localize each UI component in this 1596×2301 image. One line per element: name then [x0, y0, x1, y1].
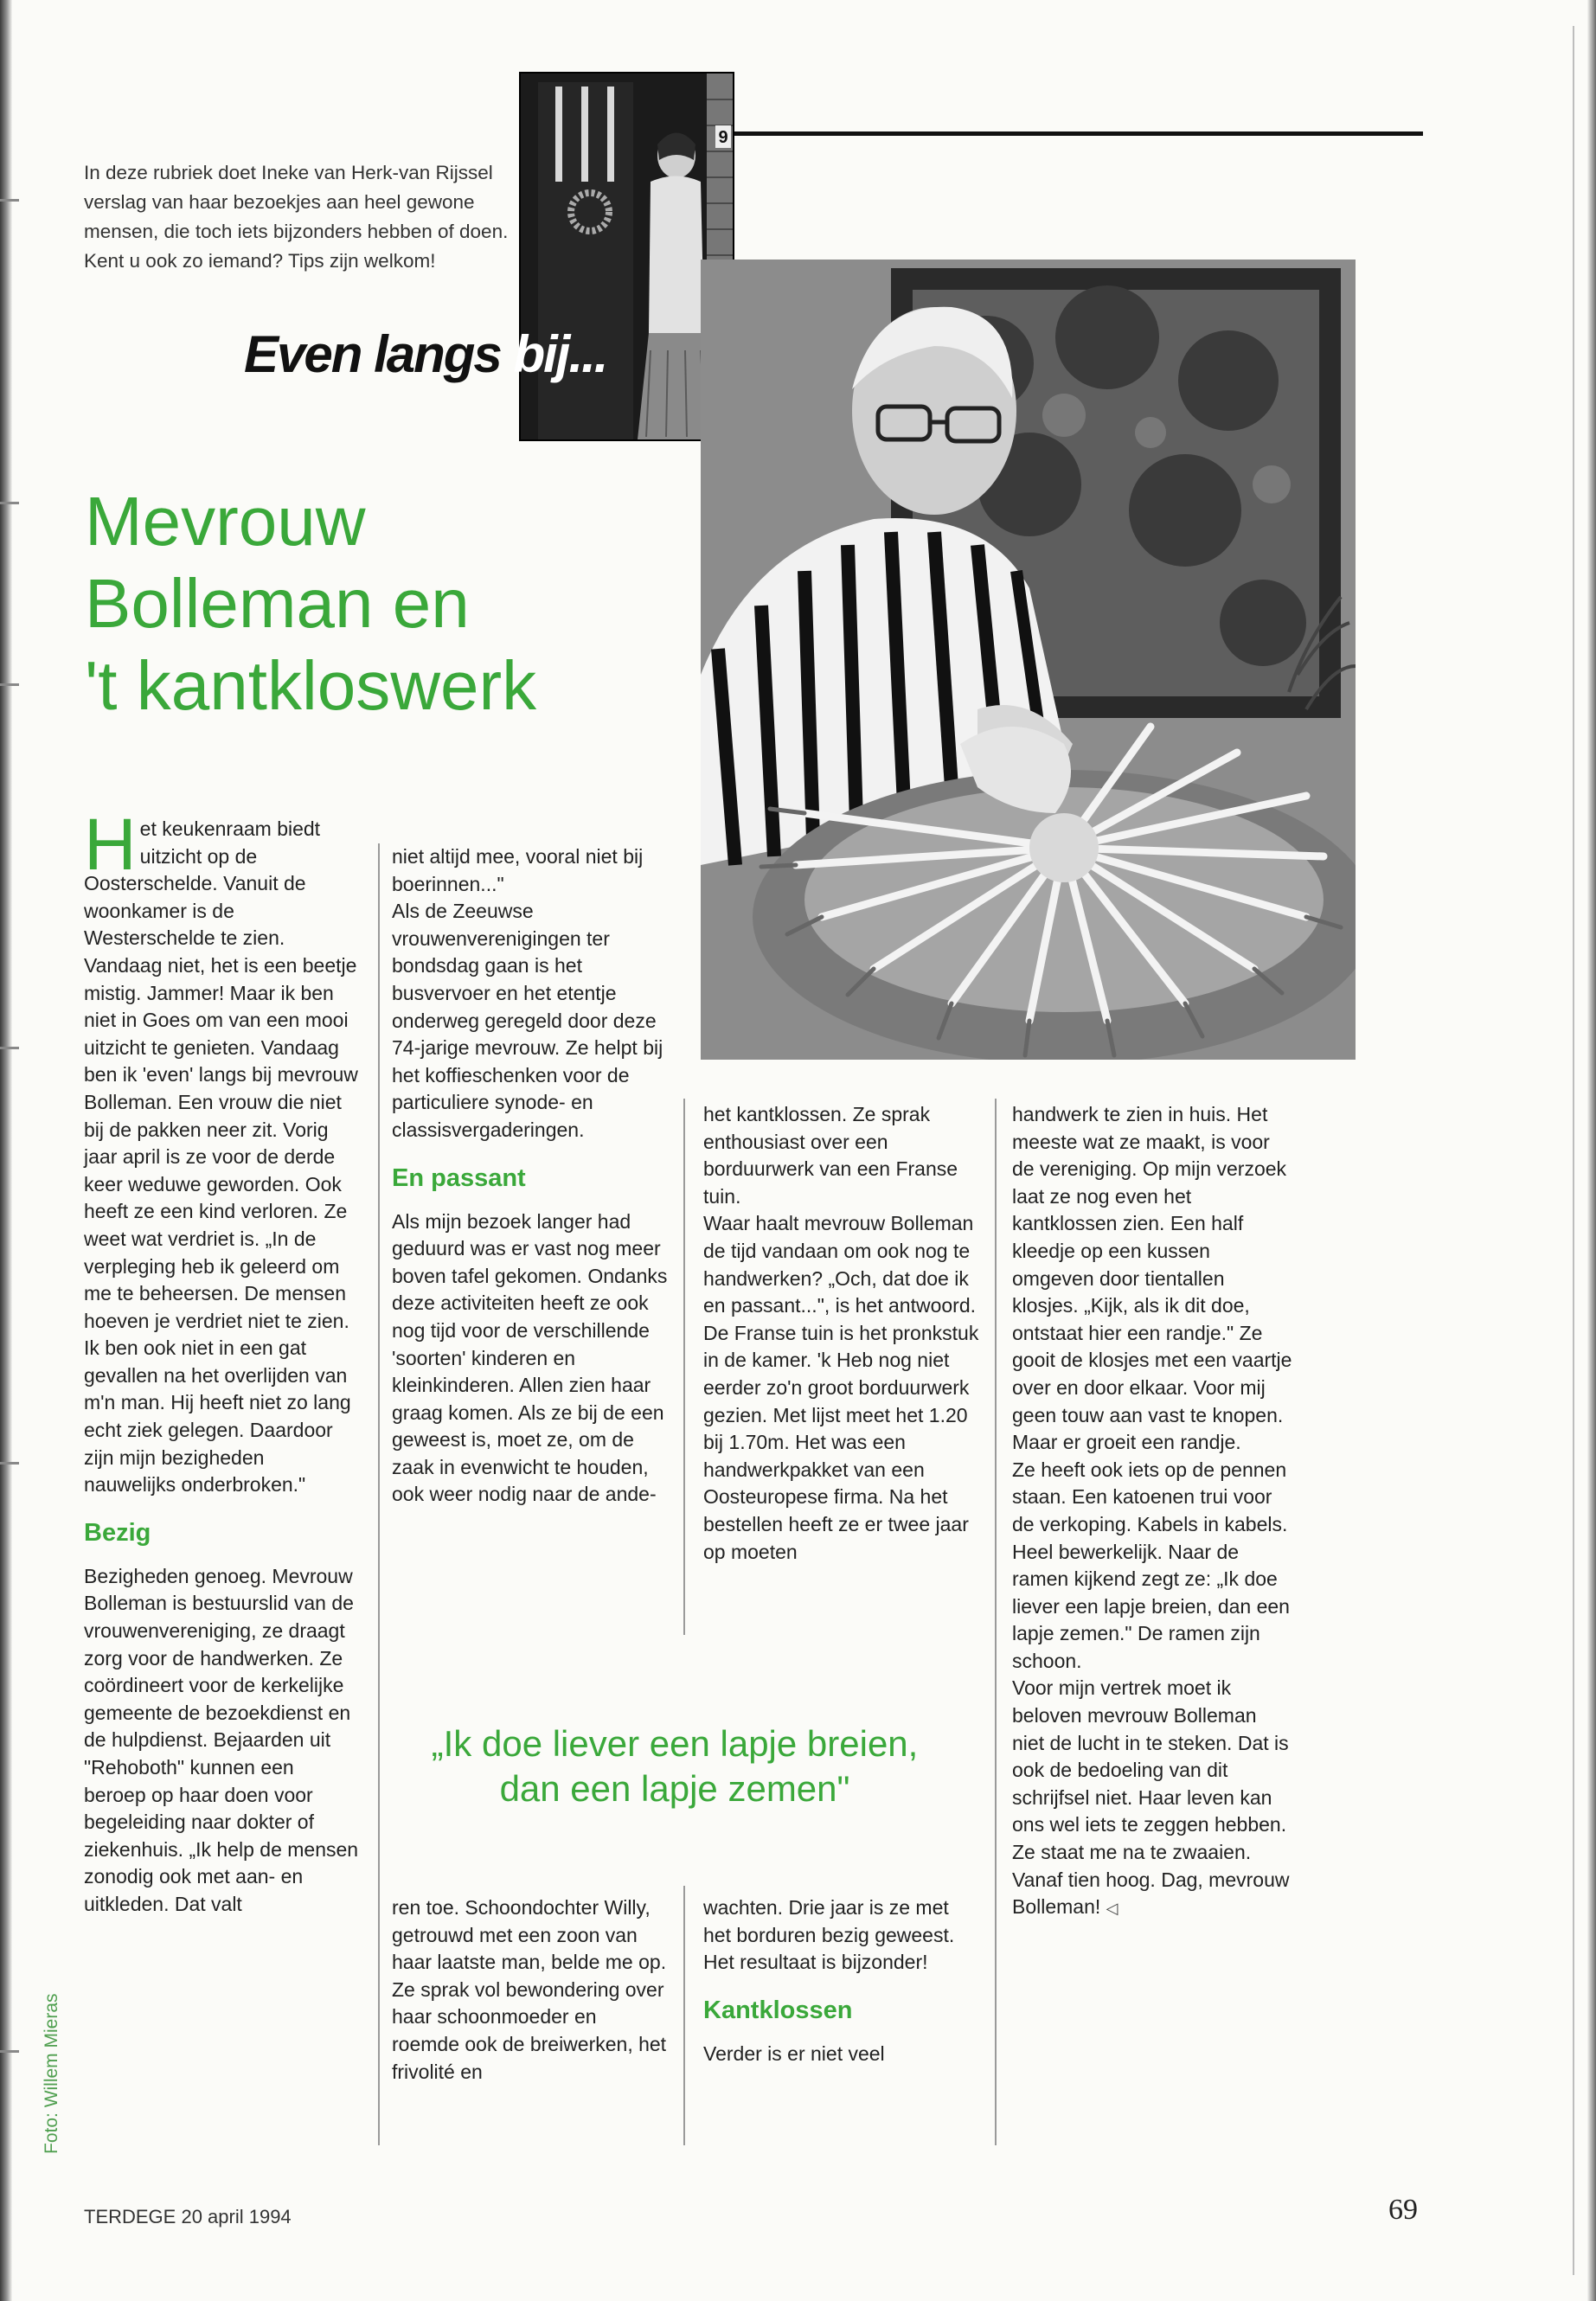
subhead-en-passant: En passant	[392, 1163, 526, 1192]
column-3-para3: wachten. Drie jaar is ze met het borduren bezig geweest. Het resultaat is bijzonder!	[703, 1896, 955, 1974]
kicker-part1: Even langs	[244, 325, 514, 383]
house-number: 9	[718, 128, 728, 147]
column-4-para2: Ze heeft ook iets op de pennen staan. Een katoenen trui voor de verkoping. Kabels in kabels. Heel bewerkelijk. Naar de ramen kijkend zegt ze: „Ik doe liever een lapje breien, dan een lapje zemen." De ramen zijn schoon.	[1012, 1458, 1290, 1672]
column-3-top	[703, 1101, 989, 1566]
page-edge-rule	[1573, 26, 1574, 2275]
column-4-para1: handwerk te zien in huis. Het meeste wat ze maakt, is voor de vereniging. Op mijn verzoek laat ze nog even het kantklossen zien. Een half kleedje op een kussen omgeven door tientallen klosjes. „Kijk, als ik dit doe, ontstaat hier een randje." Ze gooit de klosjes met een vaartje over en door elkaar. Voor mij geen touw aan vast te knopen. Maar er groeit een randje.	[1012, 1103, 1292, 1454]
column-3-para1: het kantklossen. Ze sprak enthousiast over een borduurwerk van een Franse tuin.	[703, 1103, 958, 1208]
column-1-para2: Bezigheden genoeg. Mevrouw Bolleman is bestuurslid van de vrouwenvereniging, ze draagt zorg voor de handwerken. Ze coördineert voor de kerkelijke gemeente de bezoekdienst en de hulpdienst. Bejaarden uit "Rehoboth" kunnen een beroep op haar doen voor begeleiding naar dokter of ziekenhuis. „Ik help de mensen zonodig ook met aan- en uitkleden. Dat valt	[84, 1564, 359, 1915]
column-divider	[378, 843, 380, 2145]
column-2-top	[392, 843, 669, 1509]
photo-credit: Foto: Willem Mieras	[42, 1993, 61, 2154]
headline-line3: 't kantkloswerk	[85, 647, 537, 724]
column-2-para2: Als de Zeeuwse vrouwenverenigingen ter bondsdag gaan is het busvervoer en het etentje onderweg geregeld door deze 74-jarige mevrouw. Ze helpt bij het koffieschenken voor de particuliere synode- en classisvergaderingen.	[392, 900, 663, 1141]
column-divider	[683, 1099, 685, 1635]
header-rule	[679, 131, 1423, 136]
column-2-para3: Als mijn bezoek langer had geduurd was er vast nog meer boven tafel gekomen. Ondanks deze activiteiten heeft ze ook nog tijd voor de verschillende 'soorten' kinderen en kleinkinderen. Allen zien haar graag komen. Als ze bij de een geweest is, moet ze, om de zaak in evenwicht te houden, ook weer nodig naar de ande-	[392, 1209, 668, 1506]
column-1-para1	[84, 804, 361, 1499]
column-3-para2: Waar haalt mevrouw Bolleman de tijd vandaan om ook nog te handwerken? „Och, dat doe ik en passant...", is het antwoord. De Franse tuin is het pronkstuk in de kamer. 'k Heb nog niet eerder zo'n groot borduurwerk gezien. Met lijst meet het 1.20 bij 1.70m. Het was een handwerkpakket van een Oosteuropese firma. Na het bestellen heeft ze er twee jaar op moeten	[703, 1212, 979, 1563]
binding-mark	[0, 683, 19, 686]
column-2-bottom	[392, 1894, 669, 2086]
column-2-para4: ren toe. Schoondochter Willy, getrouwd met een zoon van haar laatste man, belde me op. Ze sprak vol bewondering over haar schoonmoeder en roemde ook de breiwerken, het frivolité en	[392, 1896, 667, 2083]
headline-line1: Mevrouw	[85, 483, 366, 560]
binding-mark	[0, 2050, 19, 2053]
binding-mark	[0, 1462, 19, 1465]
column-2-para1: niet altijd mee, vooral niet bij boerinnen..."	[392, 845, 644, 895]
kicker-part2: bij...	[513, 325, 607, 383]
rubric-kicker	[244, 324, 606, 384]
pull-quote-line1: „Ik doe liever een lapje breien,	[431, 1723, 919, 1764]
scan-shadow-right	[1587, 0, 1596, 2301]
intro-text: In deze rubriek doet Ineke van Herk-van Rijssel verslag van haar bezoekjes aan heel gewone mensen, die toch iets bijzonders hebben of doen. Kent u ook zo iemand? Tips zijn welkom!	[84, 162, 509, 272]
column-4	[1012, 1101, 1293, 1923]
drop-cap: H	[84, 804, 137, 885]
scan-shadow-left	[0, 0, 12, 2301]
end-mark-icon: ◁	[1106, 1900, 1118, 1918]
binding-mark	[0, 1047, 19, 1049]
lacemaking-illustration	[701, 260, 1356, 1060]
page-number: 69	[1388, 2194, 1418, 2226]
footer-magazine-date: TERDEGE 20 april 1994	[84, 2206, 292, 2227]
lacemaking-photo	[701, 260, 1356, 1060]
column-divider	[683, 1886, 685, 2145]
subhead-kantklossen: Kantklossen	[703, 1996, 853, 2024]
binding-mark	[0, 199, 19, 202]
lede-text: et keukenraam biedt uitzicht op de Oosterschelde. Vanuit de woonkamer is de Westerschelde te zien. Vandaag niet, het is een beetje mistig. Jammer! Maar ik ben niet in Goes om van een mooi uitzicht te genieten. Vandaag ben ik 'even' langs bij mevrouw Bolleman. Een vrouw die niet bij de pakken neer zit. Vorig jaar april is ze voor de derde keer weduwe geworden. Ook heeft ze een kind verloren. Ze weet wat verdriet is. „In de verpleging heb ik geleerd om me te beheersen. De mensen hoeven je verdriet niet te zien. Ik ben ook niet in een gat gevallen na het overlijden van m'n man. Hij heeft niet zo lang echt ziek gelegen. Daardoor zijn mijn bezigheden nauwelijks onderbroken."	[84, 817, 358, 1497]
pull-quote-line2: dan een lapje zemen"	[499, 1768, 850, 1809]
column-3-bottom	[703, 1894, 980, 2067]
column-divider	[995, 1099, 997, 2145]
pull-quote	[381, 1721, 969, 1811]
article-headline	[85, 480, 673, 727]
closing-text: Voor mijn vertrek moet ik beloven mevrouw Bolleman niet de lucht in te steken. Dat is ook de bedoeling van dit schrijfsel niet. Haar leven kan ons wel iets te zeggen hebben. Ze staat me na te zwaaien. Vanaf tien hoog. Dag, mevrouw Bolleman!	[1012, 1676, 1290, 1919]
headline-line2: Bolleman en	[85, 565, 470, 642]
column-3-para4: Verder is er niet veel	[703, 2041, 885, 2065]
subhead-bezig: Bezig	[84, 1518, 151, 1547]
column-1	[84, 804, 361, 1919]
binding-mark	[0, 502, 19, 504]
column-4-para3	[1012, 1675, 1293, 1922]
